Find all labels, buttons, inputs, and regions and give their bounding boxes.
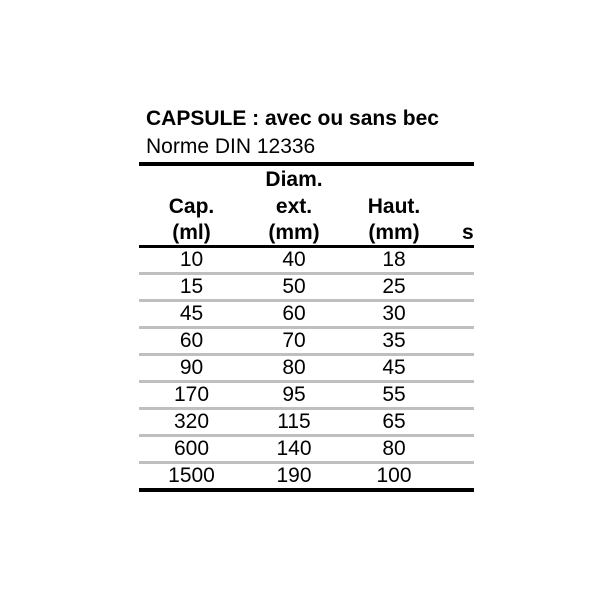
- cell-capacity: 1500: [168, 464, 215, 487]
- header-cell-blank: [444, 192, 474, 219]
- cell-height: 65: [382, 410, 406, 433]
- spec-table-body: [139, 247, 474, 491]
- cell-capacity: 600: [173, 437, 210, 460]
- header-row-1: [139, 164, 474, 192]
- cell-capacity: 45: [179, 302, 204, 325]
- cell-height: 45: [382, 356, 406, 379]
- cell-diameter: 60: [282, 302, 306, 325]
- cell-capacity: 60: [179, 329, 204, 352]
- header-cell-unit-mm-haut: (mm): [368, 221, 420, 244]
- cell-clipped: [444, 355, 474, 382]
- table-row: [139, 328, 474, 355]
- cell-height: 100: [376, 464, 412, 487]
- header-cell-diam-line2: ext.: [275, 194, 313, 218]
- table-row: [139, 463, 474, 491]
- cell-height: 35: [382, 329, 406, 352]
- header-cell-blank: [139, 164, 244, 192]
- document-title: CAPSULE : avec ou sans bec: [146, 107, 439, 130]
- cell-capacity: 15: [179, 275, 204, 298]
- document-header: [146, 107, 439, 159]
- spec-table-container: [139, 162, 474, 492]
- cell-diameter: 50: [282, 275, 306, 298]
- table-row: [139, 355, 474, 382]
- cell-height: 18: [382, 248, 406, 271]
- cell-height: 25: [382, 275, 406, 298]
- cell-capacity: 170: [173, 383, 210, 406]
- header-cell-cap: Cap.: [168, 194, 215, 218]
- cell-clipped: [444, 436, 474, 463]
- cell-diameter: 40: [282, 248, 306, 271]
- cell-clipped: [444, 301, 474, 328]
- table-row: [139, 247, 474, 274]
- cell-capacity: 10: [179, 248, 204, 271]
- document-subtitle: Norme DIN 12336: [146, 135, 316, 158]
- cell-diameter: 115: [277, 410, 311, 433]
- cell-clipped: [444, 328, 474, 355]
- header-cell-blank: [344, 164, 444, 192]
- cell-height: 80: [382, 437, 406, 460]
- header-row-3: [139, 219, 474, 247]
- table-row: [139, 274, 474, 301]
- table-row: [139, 436, 474, 463]
- spec-table: [139, 162, 474, 492]
- cell-clipped: [444, 247, 474, 274]
- header-cell-unit-mm-diam: (mm): [268, 221, 320, 244]
- table-row: [139, 301, 474, 328]
- cell-capacity: 90: [179, 356, 204, 379]
- cell-height: 55: [382, 383, 406, 406]
- header-cell-unit-ml: (ml): [172, 221, 211, 244]
- cell-clipped: [444, 463, 474, 491]
- cell-capacity: 320: [173, 410, 210, 433]
- spec-table-header: [139, 164, 474, 247]
- cell-diameter: 190: [276, 464, 312, 487]
- cell-clipped: [444, 274, 474, 301]
- cell-diameter: 80: [282, 356, 306, 379]
- table-row: [139, 409, 474, 436]
- cell-diameter: 140: [276, 437, 312, 460]
- header-cell-blank: [444, 164, 474, 192]
- header-cell-haut: Haut.: [367, 194, 421, 218]
- cell-diameter: 95: [282, 383, 306, 406]
- header-cell-diam-line1: Diam.: [265, 168, 323, 191]
- header-row-2: [139, 192, 474, 219]
- header-cell-clipped: s: [462, 221, 474, 244]
- cell-clipped: [444, 382, 474, 409]
- table-row: [139, 382, 474, 409]
- cell-clipped: [444, 409, 474, 436]
- cell-height: 30: [382, 302, 406, 325]
- cell-diameter: 70: [282, 329, 306, 352]
